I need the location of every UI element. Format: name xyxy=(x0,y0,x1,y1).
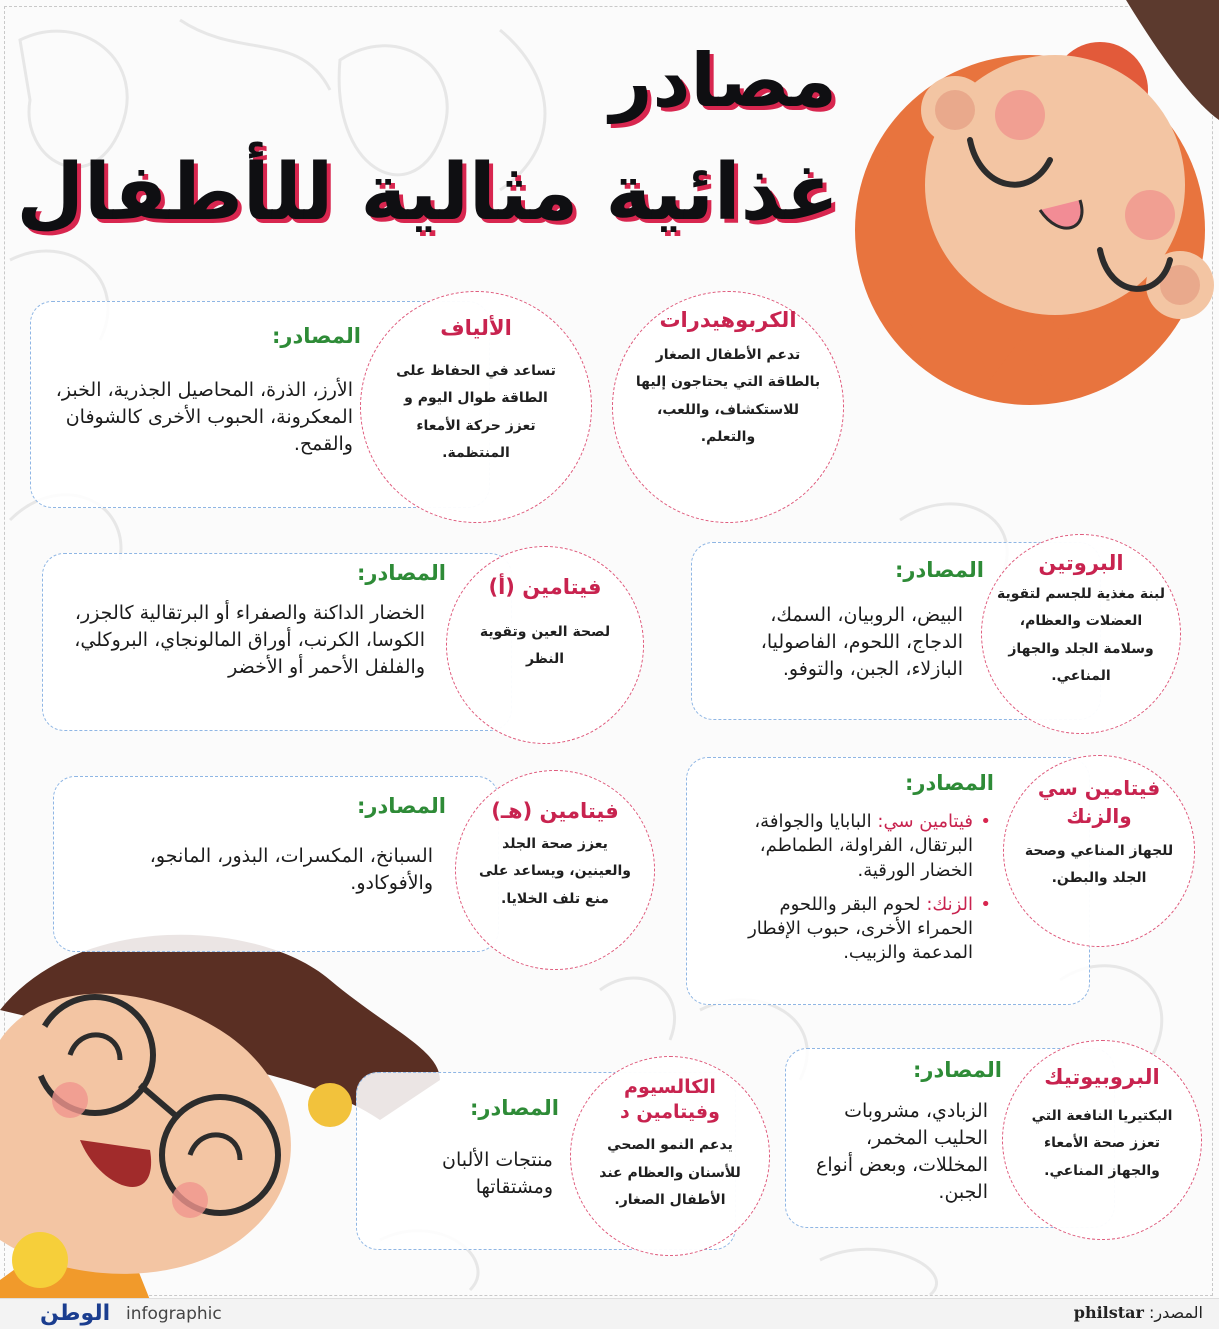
calcium-sources-label: المصادر: xyxy=(469,1096,559,1120)
protein-desc: لبنة مغذية للجسم لتقوية العضلات والعظام، وسلامة الجلد والجهاز المناعي. xyxy=(996,586,1166,685)
carbs-desc: تدعم الأطفال الصغار بالطاقة التي يحتاجون إليها للاستكشاف، واللعب، والتعلم. xyxy=(635,347,821,446)
source-credit xyxy=(1074,1303,1203,1322)
title-line-1: مصادر xyxy=(609,38,837,124)
vitamin-c-zinc-list xyxy=(731,810,991,966)
vitamin-e-sources-label: المصادر: xyxy=(356,794,446,818)
vitamin-a-sources-label: المصادر: xyxy=(356,561,446,585)
circle-probiotic xyxy=(1002,1040,1202,1240)
fiber-sources-text: الأرز، الذرة، المحاصيل الجذرية، الخبز، المعكرونة، الحبوب الأخرى كالشوفان والقمح. xyxy=(55,379,353,455)
vitamin-c-item-label: فيتامين سي: xyxy=(877,811,973,832)
vitamin-c-zinc-desc: للجهاز المناعي وصحة الجلد والبطن. xyxy=(1024,843,1174,887)
title-line-2: غذائية مثالية للأطفال xyxy=(16,148,839,238)
calcium-sources-text: منتجات الألبان ومشتقاتها xyxy=(441,1149,553,1198)
footer-bar xyxy=(0,1298,1219,1329)
boy-illustration xyxy=(820,0,1219,440)
circle-calcium-d xyxy=(570,1056,770,1256)
vitamin-e-desc: يعزز صحة الجلد والعينين، ويساعد على منع تلف الخلايا. xyxy=(478,836,632,907)
zinc-item-text: لحوم البقر واللحوم الحمراء الأخرى، حبوب الإفطار المدعمة والزبيب. xyxy=(748,893,973,964)
vitamin-e-title: فيتامين (هـ) xyxy=(491,799,619,823)
vitamin-a-title: فيتامين (أ) xyxy=(488,575,602,599)
circle-vitamin-c-zinc xyxy=(1003,755,1195,947)
protein-title: البروتين xyxy=(1038,551,1124,575)
protein-sources-text: البيض، الروبيان، السمك، الدجاج، اللحوم، الفاصوليا، البازلاء، الجبن، والتوفو. xyxy=(760,604,963,680)
vitamin-c-item xyxy=(731,810,991,883)
vitamin-c-zinc-sources-label: المصادر: xyxy=(904,771,994,795)
fiber-title: الألياف xyxy=(440,316,512,340)
carbs-title: الكربوهيدرات xyxy=(659,308,797,332)
vitamin-c-item-text: البابايا والجوافة، البرتقال، الفراولة، الطماطم، الخضار الورقية. xyxy=(754,811,973,881)
calcium-d-desc: يدعم النمو الصحي للأسنان والعظام عند الأطفال الصغار. xyxy=(599,1137,741,1208)
circle-fiber xyxy=(360,291,592,523)
vitamin-e-sources-text: السبانخ، المكسرات، البذور، المانجو، والأفوكادو. xyxy=(149,845,433,894)
vitamin-c-zinc-sources-text xyxy=(731,810,991,976)
probiotic-desc: البكتيريا النافعة التي تعزز صحة الأمعاء والجهاز المناعي. xyxy=(1031,1108,1173,1179)
circle-vitamin-e xyxy=(455,770,655,970)
probiotic-sources-text: الزبادي، مشروبات الحليب المخمر، المخللات، وبعض أنواع الجبن. xyxy=(816,1100,988,1203)
vitamin-a-sources-text: الخضار الداكنة والصفراء أو البرتقالية كالجزر، الكوسا، الكرنب، أوراق المالونجاي، البروكلي، والفلفل الأحمر أو الأخضر xyxy=(74,602,425,678)
probiotic-title: البروبيوتيك xyxy=(1044,1065,1160,1089)
fiber-desc: تساعد في الحفاظ على الطاقة طوال اليوم و تعزز حركة الأمعاء المنتظمة. xyxy=(396,363,556,462)
zinc-item xyxy=(731,893,991,966)
infographic-label: infographic xyxy=(126,1304,222,1324)
circle-vitamin-a xyxy=(446,546,644,744)
vitamin-a-desc: لصحة العين وتقوية النظر xyxy=(479,624,611,668)
circle-protein xyxy=(981,534,1181,734)
probiotic-sources-label: المصادر: xyxy=(912,1058,1002,1082)
fiber-sources-label: المصادر: xyxy=(271,324,361,348)
source-value: philstar xyxy=(1073,1303,1144,1322)
alwatan-logo: الوطن xyxy=(40,1301,111,1326)
protein-sources-label: المصادر: xyxy=(894,558,984,582)
calcium-d-title: الكالسيوم وفيتامين د xyxy=(620,1076,720,1123)
circle-carbs xyxy=(612,291,844,523)
source-label: المصدر: xyxy=(1149,1303,1203,1322)
zinc-item-label: الزنك: xyxy=(926,893,973,915)
vitamin-c-zinc-title: فيتامين سي والزنك xyxy=(1037,776,1161,828)
